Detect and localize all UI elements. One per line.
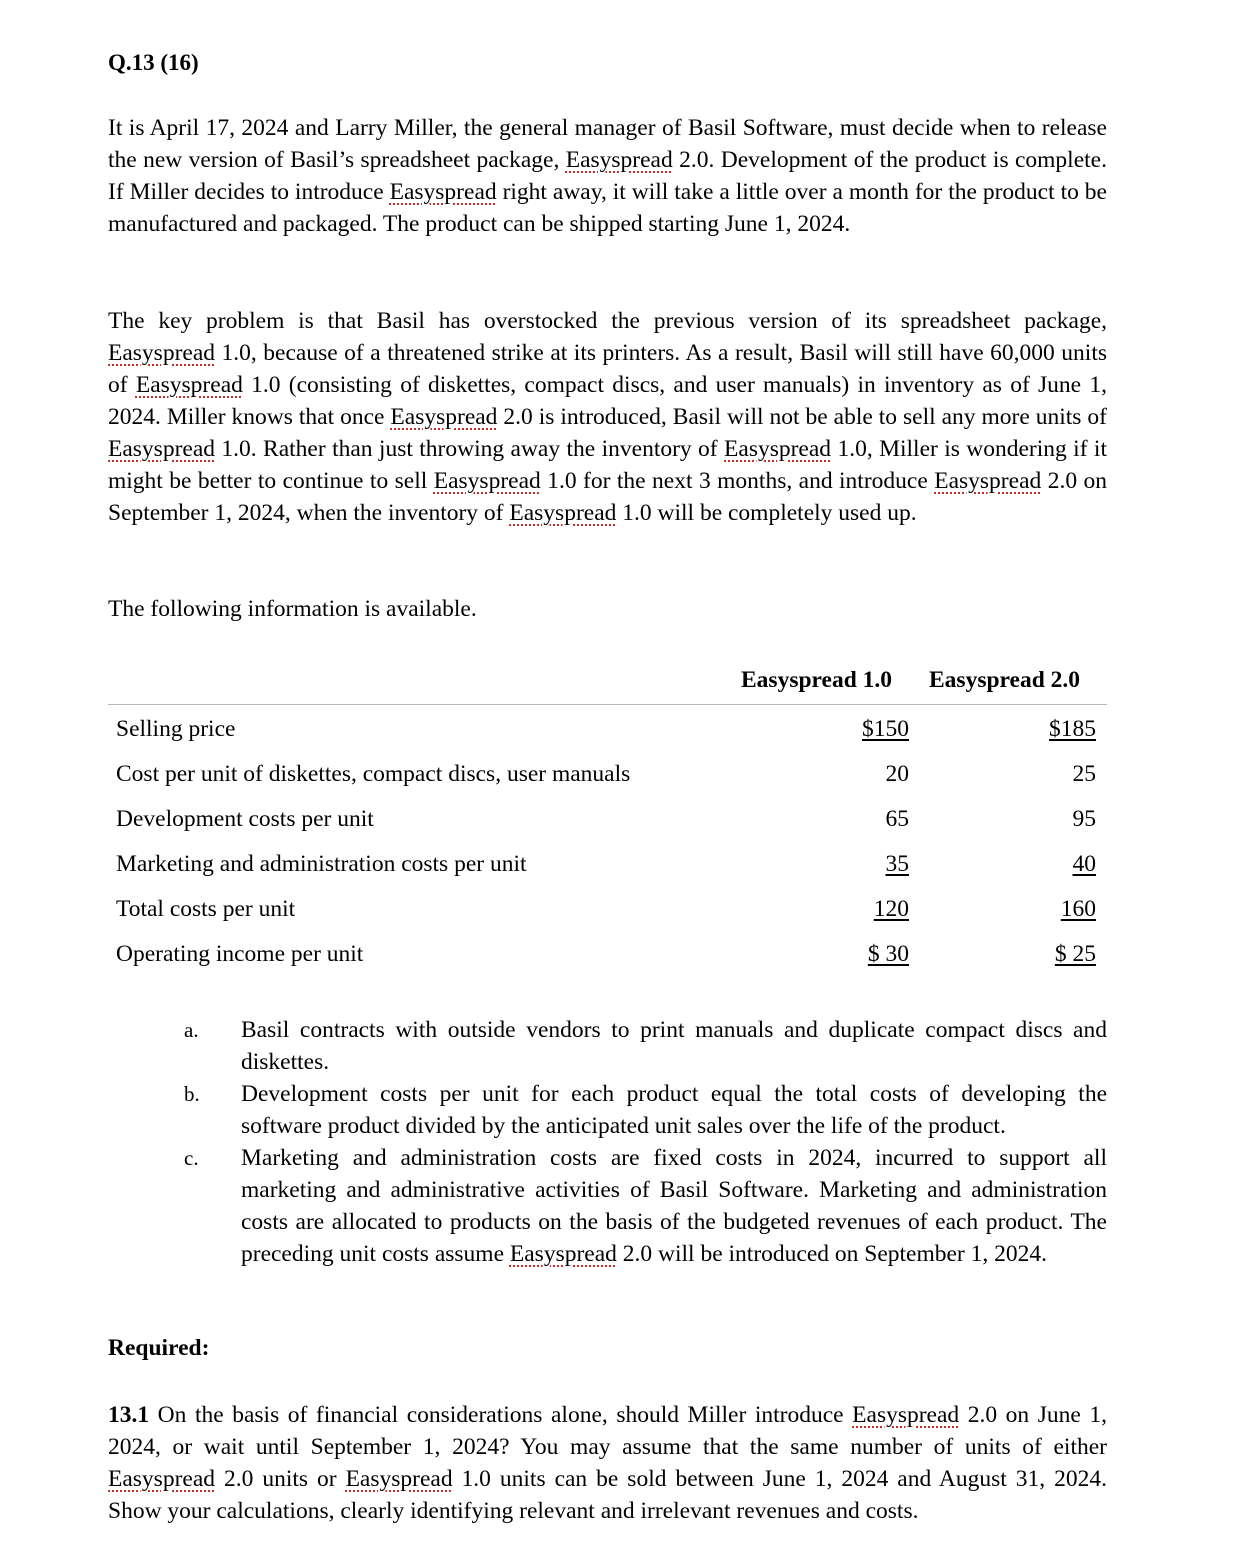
question-title: Q.13 (16): [108, 50, 199, 75]
column-header-easyspread-2: Easyspread 2.0: [929, 667, 1081, 693]
value-easyspread-2: 40: [1072, 851, 1096, 877]
product-name: Easyspread: [724, 436, 832, 462]
info-intro: The following information is available.: [108, 596, 477, 622]
question-13-1: [108, 1399, 1107, 1527]
text-run: 1.0 will be completely used up.: [616, 500, 917, 526]
text-run: Marketing and administration costs are fixed costs in 2024, incurred to support all marketing and administrative activities of Basil Software. Marketing and administration costs are allocated to products on the basis of the budgeted revenues of each product. The preceding unit costs assume: [241, 1145, 1107, 1267]
value-easyspread-1: 120: [873, 896, 909, 922]
row-label: Selling price: [116, 716, 236, 742]
product-name: Easyspread: [389, 179, 497, 205]
table-divider: [108, 704, 1107, 705]
product-name: Easyspread: [934, 468, 1042, 494]
product-name: Easyspread: [565, 147, 673, 173]
note-text: Basil contracts with outside vendors to print manuals and duplicate compact discs and diskettes.: [241, 1017, 1107, 1075]
text-run: 2.0 on September 1, 2024, when the inventory of: [108, 468, 1108, 526]
intro-paragraph: [108, 112, 1107, 240]
note-text: [241, 1142, 1107, 1270]
text-run: 1.0 for the next 3 months, and introduce: [540, 468, 935, 494]
row-label: Cost per unit of diskettes, compact discs, user manuals: [116, 761, 631, 787]
value-easyspread-2: $185: [1049, 716, 1096, 742]
table-row-selling-price: [116, 716, 1106, 748]
value-easyspread-1: 65: [885, 806, 909, 832]
product-name: Easyspread: [852, 1402, 960, 1428]
value-easyspread-2: 25: [1072, 761, 1096, 787]
note-marker: c.: [184, 1146, 199, 1170]
value-easyspread-2: 95: [1072, 806, 1096, 832]
table-row-total-costs: [116, 896, 1106, 928]
product-name: Easyspread: [433, 468, 541, 494]
note-marker: b.: [184, 1082, 200, 1106]
note-text: Development costs per unit for each product equal the total costs of developing the software product divided by the anticipated unit sales over the life of the product.: [241, 1081, 1107, 1139]
note-marker: a.: [184, 1018, 199, 1042]
row-label: Total costs per unit: [116, 896, 296, 922]
text-run: 1.0 (consisting of diskettes, compact discs, and user manuals) in inventory as of June 1, 2024. Miller knows that once: [108, 372, 1108, 430]
value-easyspread-1: 35: [885, 851, 909, 877]
text-run: On the basis of financial considerations alone, should Miller introduce: [149, 1402, 853, 1428]
problem-paragraph: [108, 305, 1107, 529]
column-header-easyspread-1: Easyspread 1.0: [741, 667, 893, 693]
text-run: It is April 17, 2024 and Larry Miller, the general manager of Basil Software, must decide when to release the new version of Basil’s spreadsheet package,: [108, 115, 1107, 173]
text-run: 2.0. Development of the product is complete. If Miller decides to introduce: [108, 147, 1107, 205]
text-run: 2.0 on June 1, 2024, or wait until September 1, 2024? You may assume that the same number of units of either: [108, 1402, 1107, 1460]
product-name: Easyspread: [345, 1466, 453, 1492]
row-label: Operating income per unit: [116, 941, 364, 967]
text-run: right away, it will take a little over a month for the product to be manufactured and packaged. The product can be shipped starting June 1, 2024.: [108, 179, 1107, 237]
product-name: Easyspread: [509, 500, 617, 526]
text-run: 1.0, because of a threatened strike at its printers. As a result, Basil will still have 60,000 units of: [108, 340, 1107, 398]
required-heading: Required:: [108, 1335, 210, 1361]
product-name: Easyspread: [390, 404, 498, 430]
product-name: Easyspread: [135, 372, 243, 398]
value-easyspread-2: 160: [1060, 896, 1096, 922]
question-number: 13.1: [108, 1402, 150, 1428]
product-name: Easyspread: [509, 1241, 617, 1267]
text-run: 2.0 units or: [215, 1466, 346, 1492]
row-label: Development costs per unit: [116, 806, 374, 832]
table-row-operating-income: [116, 941, 1106, 973]
text-run: 1.0 units can be sold between June 1, 2024 and August 31, 2024. Show your calculations, clearly identifying relevant and irrelevant revenues and costs.: [108, 1466, 1107, 1524]
row-label: Marketing and administration costs per unit: [116, 851, 527, 877]
text-run: 1.0. Rather than just throwing away the inventory of: [215, 436, 725, 462]
product-name: Easyspread: [108, 436, 216, 462]
table-row-materials-cost: [116, 761, 1106, 793]
table-row-marketing-admin-cost: [116, 851, 1106, 883]
table-row-development-cost: [116, 806, 1106, 838]
value-easyspread-1: $150: [862, 716, 909, 742]
product-name: Easyspread: [108, 340, 216, 366]
value-easyspread-1: $ 30: [867, 941, 909, 967]
text-run: The key problem is that Basil has overstocked the previous version of its spreadsheet package,: [108, 308, 1107, 334]
text-run: 2.0 will be introduced on September 1, 2024.: [616, 1241, 1048, 1267]
text-run: 1.0, Miller is wondering if it might be better to continue to sell: [108, 436, 1107, 494]
text-run: 2.0 is introduced, Basil will not be able to sell any more units of: [497, 404, 1107, 430]
product-name: Easyspread: [108, 1466, 216, 1492]
value-easyspread-2: $ 25: [1054, 941, 1096, 967]
value-easyspread-1: 20: [885, 761, 909, 787]
